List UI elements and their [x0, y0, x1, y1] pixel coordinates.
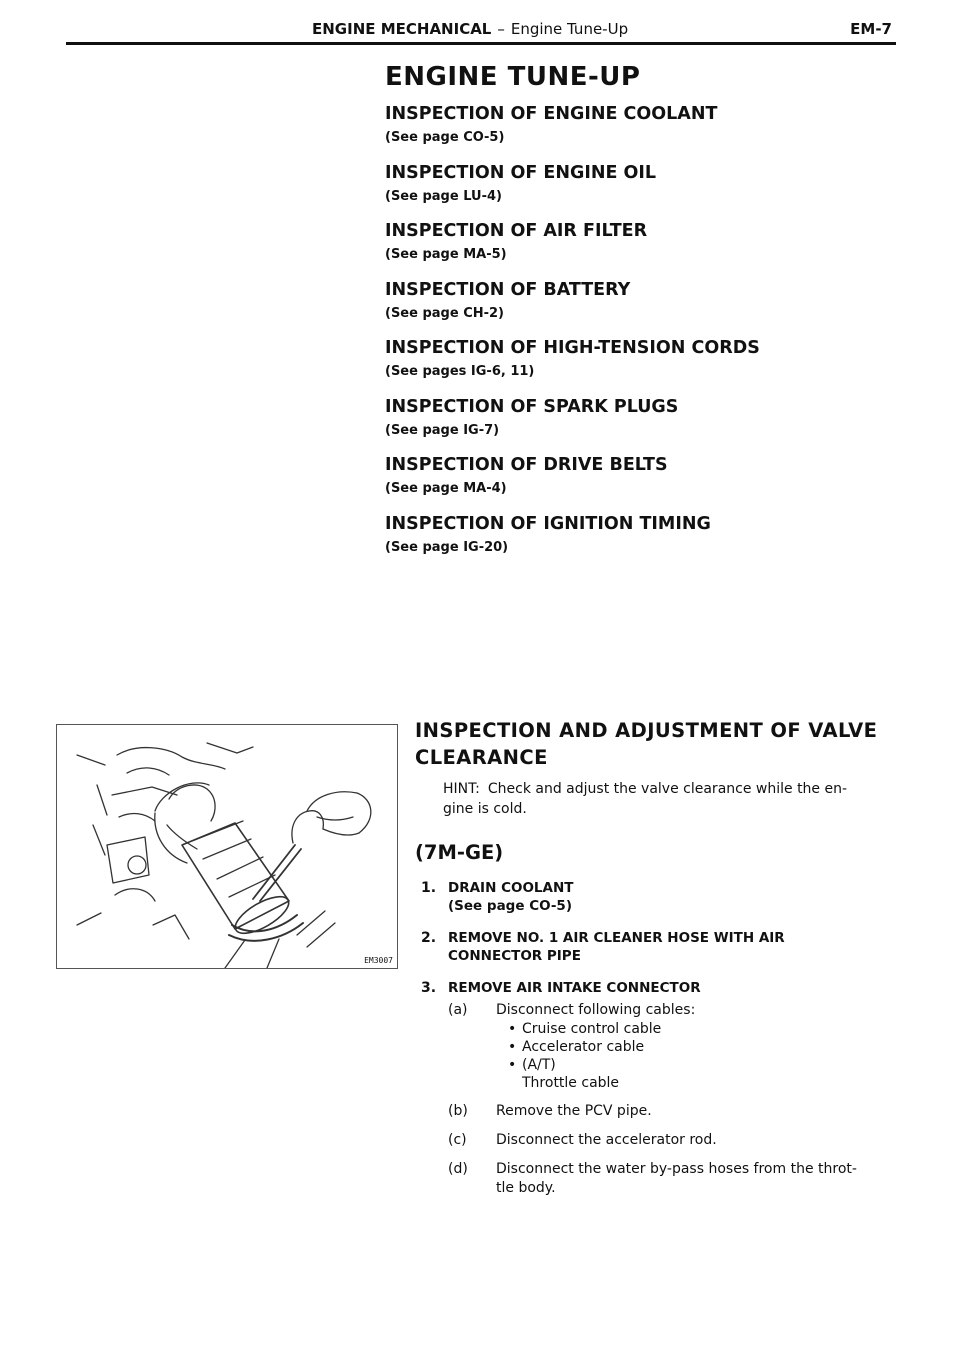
inspection-heading: INSPECTION OF HIGH-TENSION CORDS	[385, 338, 760, 358]
inspection-item	[385, 162, 905, 221]
procedure-step	[415, 979, 900, 997]
valve-clearance-section	[415, 717, 900, 1198]
inspection-item	[385, 220, 905, 279]
figure-code: EM3007	[364, 956, 393, 965]
procedure-step	[415, 929, 900, 965]
inspection-item	[385, 337, 905, 396]
hint-text-continued: gine is cold.	[443, 801, 527, 817]
header-rule	[66, 42, 896, 45]
list-item: • Accelerator cable	[508, 1039, 645, 1055]
inspection-item	[385, 513, 905, 572]
hint-note	[443, 779, 900, 819]
page-title: ENGINE TUNE-UP	[385, 62, 641, 92]
sub-step-letter: (b)	[448, 1103, 468, 1119]
page-header	[66, 18, 896, 44]
sub-step-letter: (d)	[448, 1161, 468, 1177]
inspection-heading: INSPECTION OF AIR FILTER	[385, 221, 648, 241]
list-item: • (A/T)	[508, 1057, 556, 1073]
sub-step	[448, 1001, 900, 1092]
sub-step-text: Disconnect the water by-pass hoses from the throt-	[496, 1161, 857, 1177]
inspection-heading: INSPECTION OF ENGINE OIL	[385, 162, 657, 183]
step-title: REMOVE NO. 1 AIR CLEANER HOSE WITH AIR	[448, 930, 785, 946]
engine-diagram-drawing	[57, 725, 397, 968]
step-number: 2.	[421, 930, 437, 946]
procedure-step	[415, 879, 900, 915]
page-reference: (See page LU-4)	[385, 188, 502, 204]
page-reference: (See page CH-2)	[385, 305, 504, 321]
sub-step	[448, 1160, 900, 1198]
section-heading: INSPECTION AND ADJUSTMENT OF VALVE CLEARANCE	[415, 719, 878, 769]
engine-code: (7M-GE)	[415, 841, 504, 864]
page-reference: (See page MA-5)	[385, 247, 507, 262]
step-title-continued: CONNECTOR PIPE	[448, 948, 581, 964]
step-title: REMOVE AIR INTAKE CONNECTOR	[448, 980, 701, 996]
air-cleaner-hose-illustration	[56, 724, 398, 969]
header-subsection: Engine Tune-Up	[510, 20, 629, 38]
hint-text: Check and adjust the valve clearance while the en-	[487, 781, 848, 797]
sub-step-text-continued: tle body.	[496, 1180, 556, 1196]
list-item: • Cruise control cable	[508, 1021, 662, 1037]
page-reference: (See page IG-20)	[385, 539, 509, 555]
page-reference: (See page CO-5)	[385, 130, 505, 145]
page-reference: (See page MA-4)	[385, 481, 507, 496]
step-number: 1.	[421, 880, 437, 896]
inspection-heading: INSPECTION OF ENGINE COOLANT	[385, 104, 718, 124]
page-number: EM-7	[850, 20, 892, 38]
cable-list	[508, 1020, 900, 1092]
hint-label: HINT:	[443, 781, 480, 797]
page-reference: (See pages IG-6, 11)	[385, 364, 535, 379]
inspection-item	[385, 396, 905, 455]
sub-step-letter: (c)	[448, 1132, 467, 1148]
inspection-heading: INSPECTION OF BATTERY	[385, 279, 631, 300]
inspection-item	[385, 454, 905, 513]
inspection-heading: INSPECTION OF SPARK PLUGS	[385, 396, 679, 417]
sub-step	[448, 1102, 900, 1121]
inspection-item	[385, 103, 905, 162]
sub-step-text: Disconnect the accelerator rod.	[496, 1132, 717, 1148]
inspection-item	[385, 279, 905, 338]
step-number: 3.	[421, 980, 437, 996]
step-reference: (See page CO-5)	[448, 898, 572, 914]
sub-step	[448, 1131, 900, 1150]
inspection-heading: INSPECTION OF IGNITION TIMING	[385, 513, 711, 534]
list-item-continued: Throttle cable	[522, 1075, 620, 1091]
sub-step-text: Disconnect following cables:	[496, 1002, 696, 1018]
step-title: DRAIN COOLANT	[448, 880, 574, 896]
page-reference: (See page IG-7)	[385, 422, 500, 438]
sub-step-letter: (a)	[448, 1002, 468, 1018]
header-section: ENGINE MECHANICAL – Engine Tune-Up	[312, 20, 629, 38]
sub-step-text: Remove the PCV pipe.	[496, 1103, 652, 1119]
inspection-list	[385, 103, 905, 571]
inspection-heading: INSPECTION OF DRIVE BELTS	[385, 455, 668, 475]
